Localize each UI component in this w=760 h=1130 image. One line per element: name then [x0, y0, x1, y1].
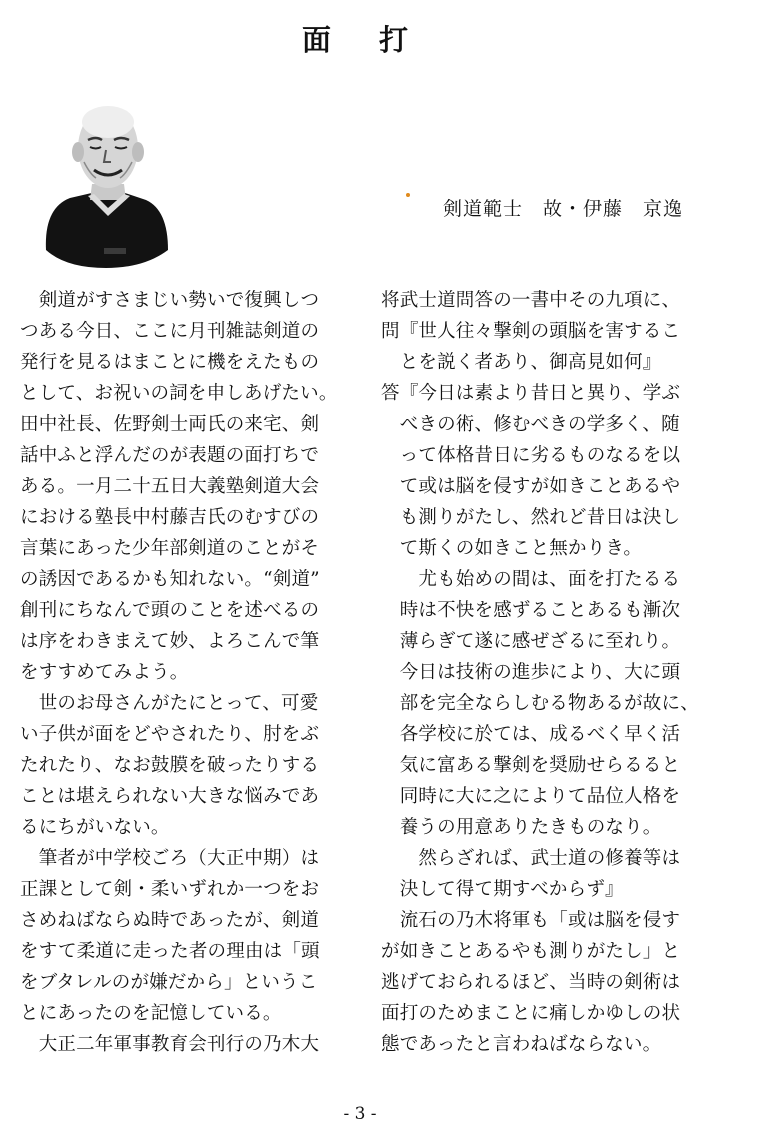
text-line: 面打のためまことに痛しかゆしの状	[381, 1003, 681, 1024]
text-line: 大正二年軍事教育会刊行の乃木大	[20, 1034, 320, 1055]
text-line: 言葉にあった少年部剣道のことがそ	[20, 538, 320, 559]
text-line: 尤も始めの間は、面を打たるる	[381, 569, 681, 590]
text-line: 正課として剣・柔いずれか一つをお	[20, 879, 320, 900]
text-line: の誘因であるかも知れない。“剣道”	[20, 569, 320, 590]
text-line: て斯くの如きこと無かりき。	[381, 538, 643, 559]
text-line: 剣道がすさまじい勢いで復興しつ	[20, 290, 320, 311]
text-line: とにあったのを記憶している。	[20, 1003, 282, 1024]
text-line: が如きことあるやも測りがたし」と	[381, 941, 681, 962]
text-line: 創刊にちなんで頭のことを述べるの	[20, 600, 320, 621]
text-line: 同時に大に之によりて品位人格を	[381, 786, 681, 807]
text-line: 流石の乃木将軍も「或は脳を侵す	[381, 910, 681, 931]
ink-dot	[406, 193, 410, 197]
text-line: て或は脳を侵すが如きことあるや	[381, 476, 681, 497]
text-line: って体格昔日に劣るものなるを以	[381, 445, 681, 466]
text-line: 田中社長、佐野剣士両氏の来宅、剣	[20, 414, 320, 435]
page-title	[0, 18, 712, 59]
text-line: をすすめてみよう。	[20, 662, 189, 683]
text-line: 発行を見るはまことに機をえたもの	[20, 352, 320, 373]
text-line: における塾長中村藤吉氏のむすびの	[20, 507, 320, 528]
page-number: - 3 -	[343, 1104, 377, 1124]
right-column	[381, 285, 711, 1060]
text-line: さめねばならぬ時であったが、剣道	[20, 910, 320, 931]
text-line: 世のお母さんがたにとって、可愛	[20, 693, 319, 714]
text-line: べきの術、修むべきの学多く、随	[381, 414, 680, 435]
title-char-1: 面	[301, 23, 333, 57]
text-line: とを説く者あり、御高見如何』	[381, 352, 662, 373]
text-line: をブタレルのが嫌だから」というこ	[20, 972, 318, 993]
text-line: 気に富ある撃剣を奨励せらるると	[381, 755, 681, 776]
text-line: ことは堪えられない大きな悩みであ	[20, 786, 320, 807]
text-line: として、お祝いの詞を申しあげたい。	[20, 383, 338, 404]
text-line: 答『今日は素より昔日と異り、学ぶ	[381, 383, 681, 404]
text-line: 逃げておられるほど、当時の剣術は	[381, 972, 681, 993]
text-line: 筆者が中学校ごろ（大正中期）は	[20, 848, 320, 869]
text-line: 各学校に於ては、成るべく早く活	[381, 724, 681, 745]
text-line: るにちがいない。	[20, 817, 170, 838]
text-line: 態であったと言わねばならない。	[381, 1034, 662, 1055]
left-column	[20, 285, 338, 1060]
text-line: をすて柔道に走った者の理由は「頭	[20, 941, 320, 962]
text-line: 今日は技術の進歩により、大に頭	[381, 662, 681, 683]
text-line: 将武士道問答の一書中その九項に、	[381, 290, 681, 311]
text-line: も測りがたし、然れど昔日は決し	[381, 507, 681, 528]
text-line: 時は不快を感ずることあるも漸次	[381, 600, 681, 621]
text-line: たれたり、なお鼓膜を破ったりする	[20, 755, 320, 776]
text-line: 然らざれば、武士道の修養等は	[381, 848, 681, 869]
text-line: つある今日、ここに月刊雑誌剣道の	[20, 321, 320, 342]
text-line: 話中ふと浮んだのが表題の面打ちで	[20, 445, 320, 466]
text-line: は序をわきまえて妙、よろこんで筆	[20, 631, 320, 652]
title-char-2: 打	[379, 23, 411, 57]
text-line: 決して得て期すべからず』	[381, 879, 624, 900]
author-byline: 剣道範士 故・伊藤 京逸	[443, 198, 684, 220]
text-line: い子供が面をどやされたり、肘をぶ	[20, 724, 320, 745]
text-line: 部を完全ならしむる物あるが故に、	[381, 693, 699, 714]
text-line: 養うの用意ありたきものなり。	[381, 817, 662, 838]
portrait-photo-icon	[44, 100, 170, 270]
text-line: ある。一月二十五日大義塾剣道大会	[20, 476, 320, 497]
text-line: 問『世人往々撃剣の頭脳を害するこ	[381, 321, 681, 342]
text-line: 薄らぎて遂に感ぜざるに至れり。	[381, 631, 681, 652]
